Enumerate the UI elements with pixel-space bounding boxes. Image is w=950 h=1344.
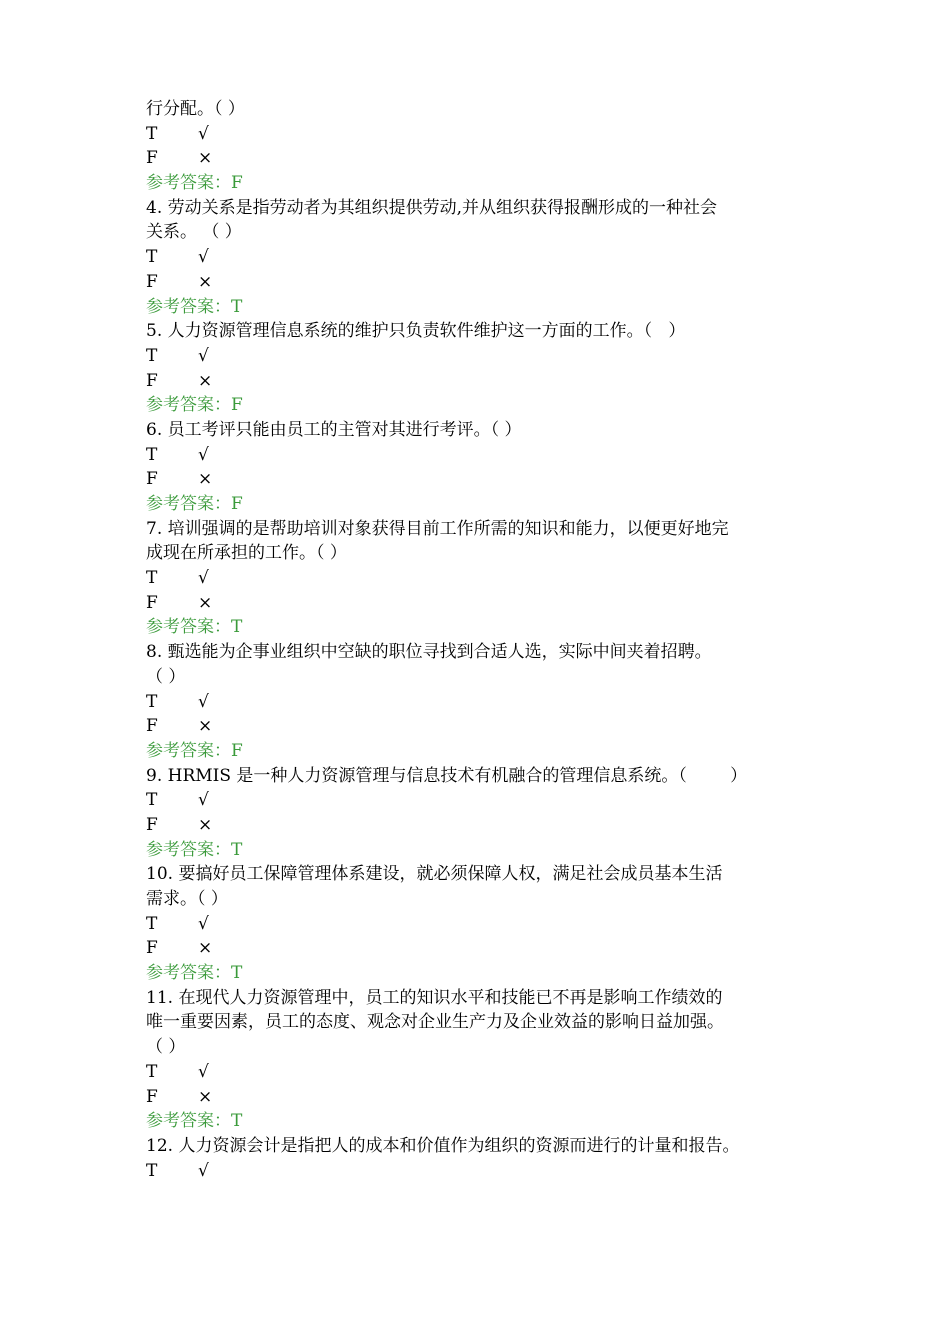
cross-mark-icon: × — [198, 1086, 213, 1107]
reference-answer: 参考答案：F — [146, 740, 243, 761]
option-letter: F — [146, 716, 158, 737]
cross-mark-icon: × — [198, 592, 213, 613]
option-letter: T — [146, 1160, 158, 1181]
cross-mark-icon: × — [198, 716, 213, 737]
question-stem-line: 需求。（ ） — [146, 889, 228, 909]
option-true — [146, 1159, 836, 1184]
question-stem-line: 11. 在现代人力资源管理中，员工的知识水平和技能已不再是影响工作绩效的 — [146, 987, 723, 1008]
option-true — [146, 566, 836, 591]
reference-answer: 参考答案：F — [146, 494, 243, 514]
option-letter: F — [146, 271, 158, 292]
cross-mark-icon: × — [198, 370, 213, 391]
option-false — [146, 146, 836, 171]
option-false — [146, 936, 836, 961]
option-letter: F — [146, 938, 158, 959]
option-letter: F — [146, 148, 158, 169]
question-stem-line: 成现在所承担的工作。（ ） — [146, 543, 347, 564]
question-stem-line: 5. 人力资源管理信息系统的维护只负责软件维护这一方面的工作。（ ） — [146, 321, 686, 342]
question-stem-line: 8. 甄选能为企事业组织中空缺的职位寻找到合适人选，实际中间夹着招聘。 — [146, 642, 712, 663]
option-false — [146, 714, 836, 739]
option-true — [146, 788, 836, 813]
question-stem-line: 12. 人力资源会计是指把人的成本和价值作为组织的资源而进行的计量和报告。 — [146, 1135, 740, 1156]
cross-mark-icon: × — [198, 148, 213, 169]
option-false — [146, 467, 836, 492]
check-mark-icon: √ — [198, 1061, 209, 1082]
question-stem-line: （ ） — [146, 666, 186, 687]
cross-mark-icon: × — [198, 814, 213, 835]
question-stem-line: 4. 劳动关系是指劳动者为其组织提供劳动,并从组织获得报酬形成的一种社会 — [146, 197, 718, 218]
reference-answer: 参考答案：F — [146, 395, 243, 416]
option-letter: F — [146, 814, 158, 835]
reference-answer: 参考答案：F — [146, 173, 243, 194]
question-stem-line: （ ） — [146, 1037, 186, 1058]
option-true — [146, 443, 836, 468]
question-stem-line: 7. 培训强调的是帮助培训对象获得目前工作所需的知识和能力，以便更好地完 — [146, 518, 729, 539]
option-letter: T — [146, 790, 158, 811]
question-stem-line: 关系。 （ ） — [146, 222, 242, 243]
option-letter: T — [146, 1061, 158, 1082]
document-page — [146, 97, 836, 1183]
option-letter: T — [146, 123, 158, 144]
option-true — [146, 912, 836, 937]
question-stem-line: 唯一重要因素，员工的态度、观念对企业生产力及企业效益的影响日益加强。 — [146, 1012, 724, 1033]
option-letter: T — [146, 345, 158, 366]
check-mark-icon: √ — [198, 444, 209, 465]
option-true — [146, 344, 836, 369]
check-mark-icon: √ — [198, 790, 209, 811]
option-true — [146, 245, 836, 270]
option-letter: T — [146, 691, 158, 712]
option-false — [146, 1085, 836, 1110]
option-true — [146, 122, 836, 147]
check-mark-icon: √ — [198, 345, 209, 366]
option-false — [146, 270, 836, 295]
check-mark-icon: √ — [198, 123, 209, 144]
reference-answer: 参考答案：T — [146, 296, 243, 317]
option-letter: T — [146, 913, 158, 934]
check-mark-icon: √ — [198, 691, 209, 712]
option-letter: F — [146, 592, 158, 613]
option-letter: F — [146, 469, 158, 490]
check-mark-icon: √ — [198, 1160, 209, 1181]
option-true — [146, 690, 836, 715]
reference-answer: 参考答案：T — [146, 963, 243, 984]
option-false — [146, 369, 836, 394]
check-mark-icon: √ — [198, 568, 209, 589]
option-letter: T — [146, 444, 158, 465]
option-letter: F — [146, 1086, 158, 1107]
check-mark-icon: √ — [198, 913, 209, 934]
cross-mark-icon: × — [198, 469, 213, 490]
cross-mark-icon: × — [198, 938, 213, 959]
check-mark-icon: √ — [198, 247, 209, 268]
option-true — [146, 1060, 836, 1085]
reference-answer: 参考答案：T — [146, 617, 243, 638]
question-stem-line: 10. 要搞好员工保障管理体系建设，就必须保障人权，满足社会成员基本生活 — [146, 864, 723, 885]
cross-mark-icon: × — [198, 271, 213, 292]
option-letter: T — [146, 247, 158, 268]
question-stem-line: 9. HRMIS 是一种人力资源管理与信息技术有机融合的管理信息系统。（ ） — [146, 765, 748, 786]
reference-answer: 参考答案：T — [146, 1111, 243, 1132]
option-letter: F — [146, 370, 158, 391]
option-false — [146, 813, 836, 838]
option-false — [146, 591, 836, 616]
question-stem-line: 行分配。（ ） — [146, 99, 245, 119]
question-stem-line: 6. 员工考评只能由员工的主管对其进行考评。（ ） — [146, 419, 522, 440]
option-letter: T — [146, 568, 158, 589]
reference-answer: 参考答案：T — [146, 839, 243, 860]
